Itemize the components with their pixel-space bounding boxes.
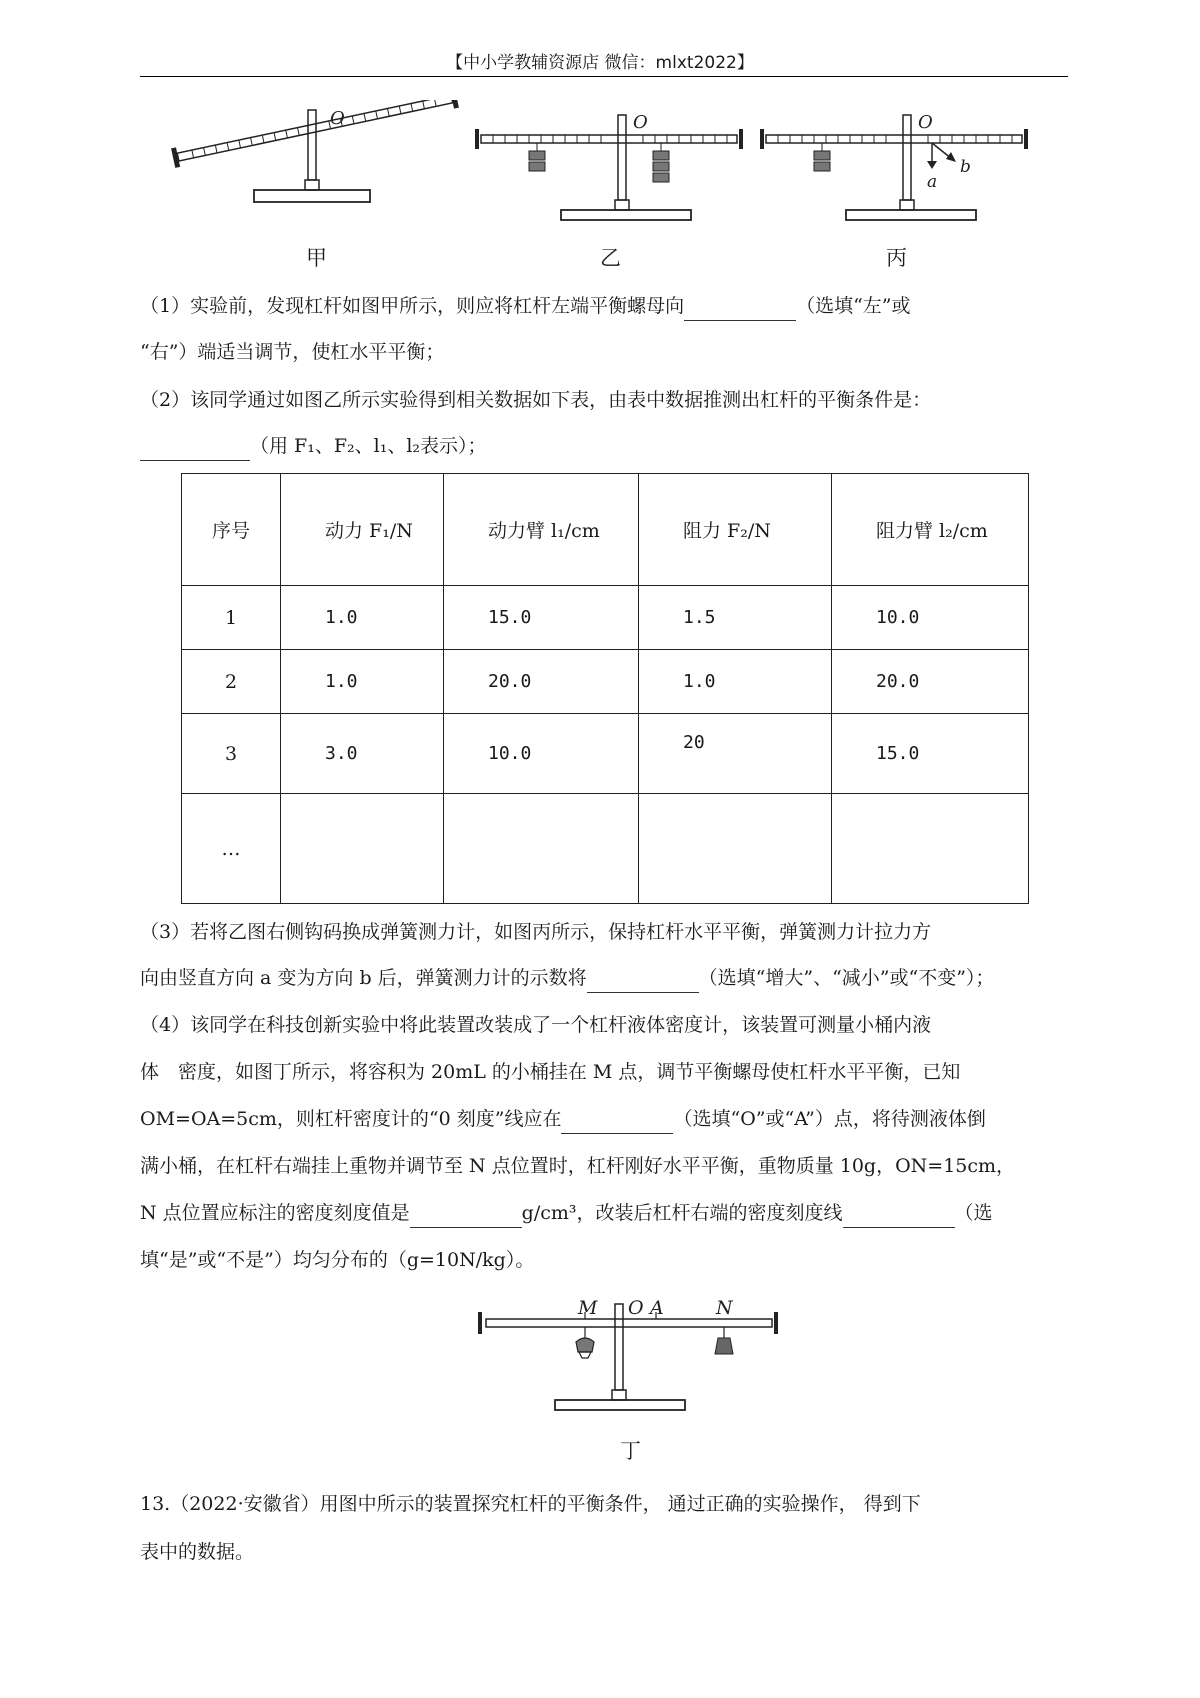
- q4-tail: （选填“O”或“A”）点，将待测液体倒: [673, 1108, 986, 1130]
- figure-label-jia: 甲: [306, 246, 327, 270]
- table-cell: 1.5: [639, 586, 832, 650]
- page-header: 【中小学教辅资源店 微信：mlxt2022】: [446, 53, 754, 73]
- q1-line2: “右”）端适当调节，使杠水平平衡；: [140, 341, 445, 363]
- q4-line2: 体 密度，如图丁所示，将容积为 20mL 的小桶挂在 M 点，调节平衡螺母使杠杆水平平衡，已知: [140, 1061, 961, 1083]
- q3-tail: （选填“增大”、“减小”或“不变”）；: [698, 967, 995, 989]
- q1-tail: （选填“左”或: [796, 295, 911, 317]
- q2-tail: （用 F₁、F₂、l₁、l₂表示）；: [250, 435, 487, 457]
- point-label-o: O: [628, 1297, 644, 1319]
- figure-ding: [478, 1288, 780, 1423]
- arrow-label-b: b: [960, 157, 971, 177]
- q13-line2: 表中的数据。: [140, 1541, 255, 1563]
- table-row: [182, 794, 1029, 904]
- q4-blank-1: [561, 1113, 673, 1134]
- table-header-cell: 阻力臂 l₂/cm: [832, 474, 1029, 586]
- table-cell: 2: [182, 650, 281, 714]
- header-rule: [140, 76, 1068, 77]
- q2-line2: [140, 432, 1068, 461]
- q4-line5: [140, 1199, 1068, 1228]
- point-label-n: N: [716, 1297, 733, 1319]
- figure-label-ding: 丁: [620, 1439, 641, 1463]
- table-cell: 20.0: [444, 650, 639, 714]
- table-cell: 20: [639, 714, 832, 794]
- q4-blank-2: [410, 1207, 522, 1228]
- q1-text: （1）实验前，发现杠杆如图甲所示，则应将杠杆左端平衡螺母向: [140, 295, 685, 317]
- table-header-cell: 阻力 F₂/N: [639, 474, 832, 586]
- table-header-cell: 序号: [182, 474, 281, 586]
- q13-line1: 13.（2022·安徽省）用图中所示的装置探究杠杆的平衡条件， 通过正确的实验操作， 得到下: [140, 1493, 921, 1515]
- table-row: [182, 714, 1029, 794]
- q4-blank-3: [843, 1207, 955, 1228]
- q4-mid: g/cm³，改装后杠杆右端的密度刻度线: [521, 1202, 843, 1224]
- q4-tail: （选: [954, 1202, 993, 1224]
- pivot-label-o: O: [918, 112, 933, 133]
- table-header-cell: 动力 F₁/N: [281, 474, 444, 586]
- q1-blank: [684, 300, 796, 321]
- table-cell: 15.0: [832, 714, 1029, 794]
- pivot-label-o: O: [330, 108, 345, 129]
- figure-label-yi: 乙: [600, 246, 621, 270]
- point-label-m: M: [578, 1297, 598, 1319]
- figure-yi: [475, 105, 745, 235]
- q4-line1: （4）该同学在科技创新实验中将此装置改装成了一个杠杆液体密度计，该装置可测量小桶内液: [140, 1014, 932, 1036]
- table-cell: [832, 794, 1029, 904]
- point-label-a: A: [650, 1297, 664, 1319]
- q3-line2: [140, 964, 1068, 993]
- q4-line6: 填“是”或“不是”）均匀分布的（g=10N/kg）。: [140, 1249, 535, 1271]
- pivot-label-o: O: [633, 112, 648, 133]
- q1-line1: [140, 292, 1068, 321]
- table-cell: [639, 794, 832, 904]
- figure-bing: [760, 105, 1030, 235]
- table-cell: [281, 794, 444, 904]
- table-header-row: [182, 474, 1029, 586]
- lever-data-table: [181, 473, 1029, 904]
- figure-label-bing: 丙: [886, 246, 907, 270]
- table-cell: …: [182, 794, 281, 904]
- q2-blank: [140, 440, 250, 461]
- q2-line1: （2）该同学通过如图乙所示实验得到相关数据如下表，由表中数据推测出杠杆的平衡条件是：: [140, 389, 932, 411]
- table-cell: 3: [182, 714, 281, 794]
- table-cell: 10.0: [832, 586, 1029, 650]
- q3-blank: [587, 972, 699, 993]
- table-row: [182, 650, 1029, 714]
- table-cell: 15.0: [444, 586, 639, 650]
- table-cell: 1.0: [281, 650, 444, 714]
- q4-text: N 点位置应标注的密度刻度值是: [140, 1202, 410, 1224]
- table-cell: 20.0: [832, 650, 1029, 714]
- q4-line3: [140, 1105, 1068, 1134]
- table-cell: 1: [182, 586, 281, 650]
- table-cell: 10.0: [444, 714, 639, 794]
- q4-text: OM=OA=5cm，则杠杆密度计的“0 刻度”线应在: [140, 1108, 562, 1130]
- table-cell: [444, 794, 639, 904]
- table-cell: 1.0: [639, 650, 832, 714]
- table-cell: 3.0: [281, 714, 444, 794]
- figure-jia: [170, 100, 460, 235]
- table-header-cell: 动力臂 l₁/cm: [444, 474, 639, 586]
- table-row: [182, 586, 1029, 650]
- q4-line4: 满小桶，在杠杆右端挂上重物并调节至 N 点位置时，杠杆刚好水平平衡，重物质量 10g，ON=15cm，: [140, 1155, 1016, 1177]
- table-cell: 1.0: [281, 586, 444, 650]
- q3-text: 向由竖直方向 a 变为方向 b 后，弹簧测力计的示数将: [140, 967, 587, 989]
- q3-line1: （3）若将乙图右侧钩码换成弹簧测力计，如图丙所示，保持杠杆水平平衡，弹簧测力计拉力方: [140, 921, 932, 943]
- arrow-label-a: a: [927, 172, 938, 192]
